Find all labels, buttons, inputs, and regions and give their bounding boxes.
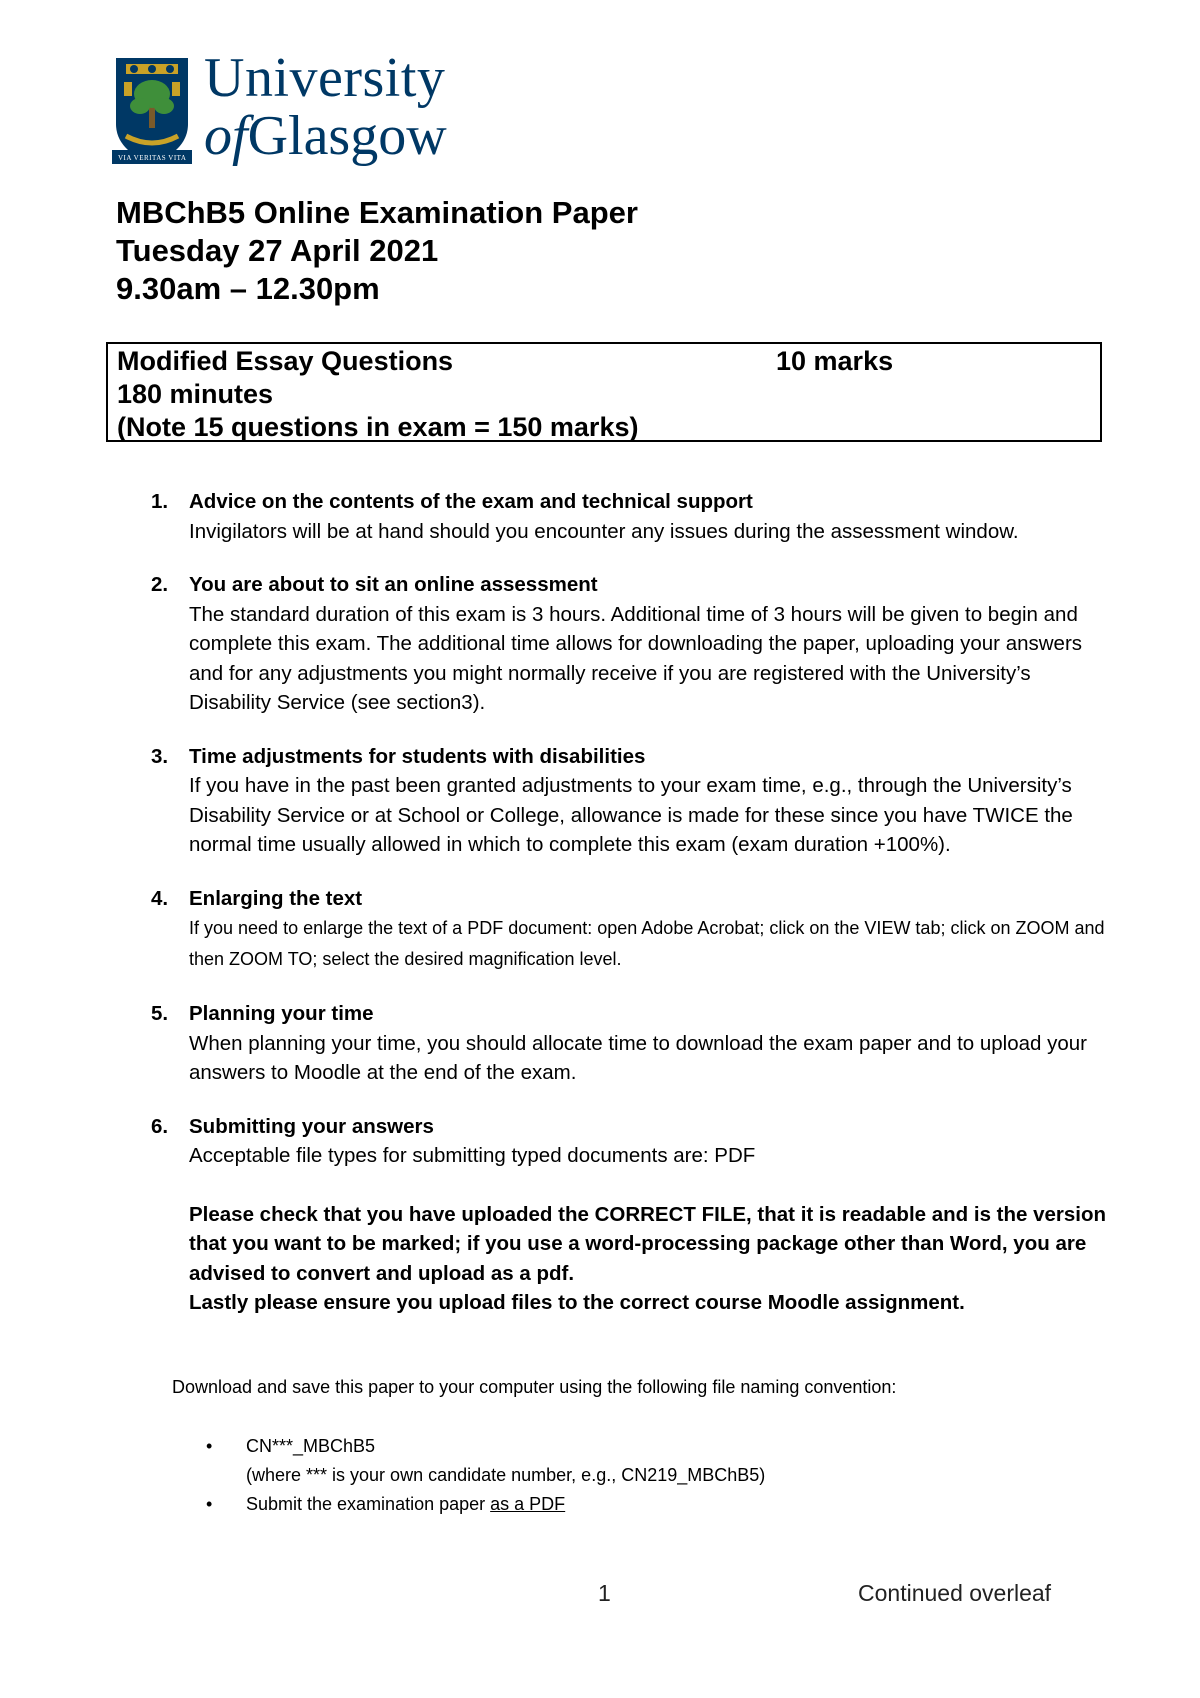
section-number: 1. [151,490,169,513]
upload-check-warning: Please check that you have uploaded the CORRECT FILE, that it is readable and is the version that you want to be marked; if you use a word-processing package other than Word, you are advised to convert and upload as a pdf. [189,1202,1107,1285]
moodle-assignment-warning: Lastly please ensure you upload files to the correct course Moodle assignment. [189,1291,965,1314]
exam-info-box [106,342,1102,442]
exam-date: Tuesday 27 April 2021 [116,233,439,268]
section-heading: Planning your time [189,1002,374,1025]
instruction-section-2 [151,570,1111,718]
section-body: The standard duration of this exam is 3 hours. Additional time of 3 hours will be given to begin and complete this exam. The additional time allows for downloading the paper, uploading your answers and for any adjustments you might normally receive if you are registered with the University’s Disability Service (see section3). [189,602,1083,714]
page-number: 1 [598,1580,611,1606]
university-crest-logo [112,54,192,168]
marks-value: 10 marks [776,346,894,376]
section-number: 3. [151,744,169,768]
list-item [206,1432,765,1490]
section-heading: Enlarging the text [189,886,363,910]
section-body: If you need to enlarge the text of a PDF document: open Adobe Acrobat; click on the VIEW tab; click on ZOOM and then ZOOM TO; select the desired magnification level. [189,918,1105,969]
wordmark-glasgow: Glasgow [247,105,447,167]
section-body: Invigilators will be at hand should you encounter any issues during the assessment window. [189,519,1019,543]
bullet-icon: • [206,1494,213,1514]
university-wordmark [204,47,447,167]
section-number: 6. [151,1114,169,1138]
naming-convention-list [206,1432,765,1519]
instruction-section-1 [151,487,1111,546]
file-name-pattern: CN***_MBChB5 [246,1436,376,1456]
section-body: Acceptable file types for submitting typed documents are: PDF [189,1144,756,1167]
logo-motto: VIA VERITAS VITA [118,154,187,162]
wordmark-of: of [204,105,248,167]
exam-title: MBChB5 Online Examination Paper [116,195,638,230]
section-heading: You are about to sit an online assessment [189,573,598,596]
instruction-section-3 [151,742,1111,860]
exam-time: 9.30am – 12.30pm [116,271,380,306]
question-type: Modified Essay Questions [117,346,454,376]
instruction-section-5 [151,999,1111,1088]
instruction-section-6 [151,1112,1111,1318]
exam-title-block [116,194,638,308]
continued-overleaf: Continued overleaf [858,1580,1052,1606]
wordmark-line-2 [204,105,447,167]
list-item [206,1490,765,1519]
exam-duration: 180 minutes [117,379,274,409]
instructions-list [151,487,1111,1342]
wordmark-line-1: University [204,47,446,109]
file-name-example: (where *** is your own candidate number, e.g., CN219_MBChB5) [246,1465,766,1485]
section-heading: Time adjustments for students with disabilities [189,744,646,768]
download-note: Download and save this paper to your computer using the following file naming convention: [172,1377,897,1397]
section-heading: Submitting your answers [189,1114,434,1138]
section-number: 4. [151,886,169,910]
section-body: When planning your time, you should allocate time to download the exam paper and to upload your answers to Moodle at the end of the exam. [189,1031,1088,1084]
submit-instruction: Submit the examination paper [246,1494,491,1514]
section-number: 2. [151,573,169,596]
section-number: 5. [151,1002,169,1025]
bullet-icon: • [206,1436,213,1456]
exam-total-note: (Note 15 questions in exam = 150 marks) [117,412,639,442]
instruction-section-4 [151,884,1111,976]
section-heading: Advice on the contents of the exam and technical support [189,490,753,513]
submit-format: as a PDF [490,1494,566,1514]
section-body: If you have in the past been granted adjustments to your exam time, e.g., through the University’s Disability Service or at School or College, allowance is made for these since you have TWICE the normal time usually allowed in which to complete this exam (exam duration +100%). [189,774,1073,856]
